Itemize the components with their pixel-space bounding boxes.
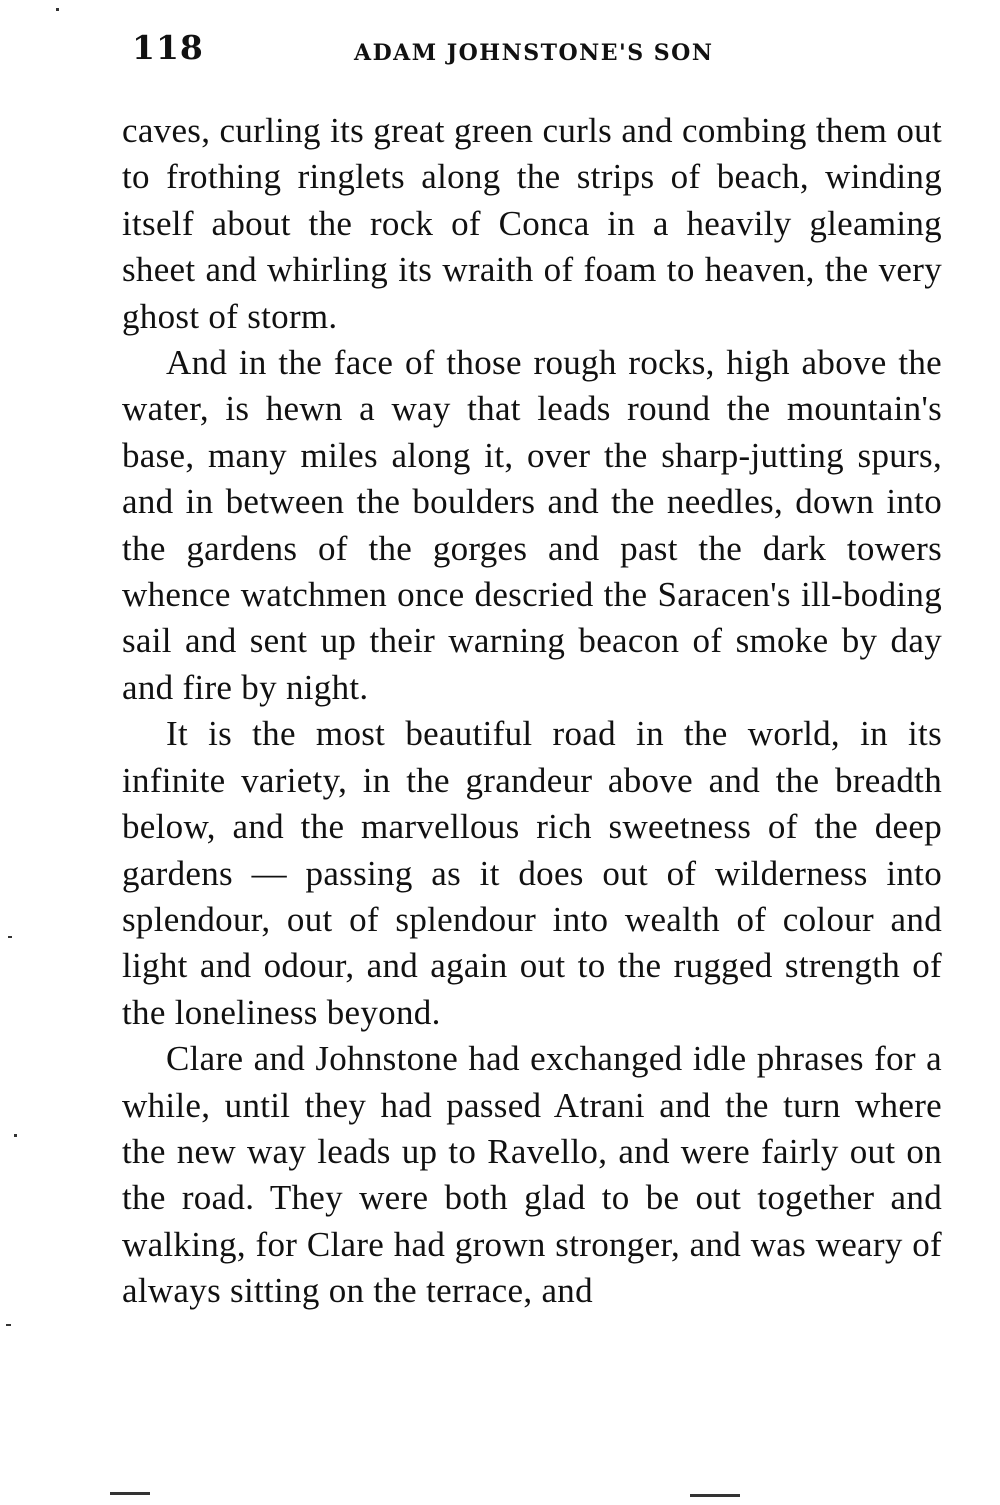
paragraph-beautiful-road: It is the most beautiful road in the world, in its infinite variety, in the grandeur above and the breadth below, and the marvellous rich sweetness of the deep gardens — passing as it does out of wilderness into splendour, out of splendour into wealth of colour and light and odour, and again out to the rugged strength of the loneliness beyond.: [122, 714, 942, 1032]
scan-speck: [8, 936, 12, 938]
body-text: [122, 108, 942, 1315]
scan-speck: [56, 8, 59, 11]
running-title: ADAM JOHNSTONE'S SON: [354, 40, 714, 66]
paragraph-road-description: And in the face of those rough rocks, high above the water, is hewn a way that leads round the mountain's base, many miles along it, over the sharp-jutting spurs, and in between the boulders and the needles, down into the gardens of the gorges and past the dark towers whence watchmen once descried the Saracen's ill-boding sail and sent up their warning beacon of smoke by day and fire by night.: [122, 343, 942, 707]
paragraph-clare-johnstone: Clare and Johnstone had exchanged idle phrases for a while, until they had passed Atrani and the turn where the new way leads up to Ravello, and were fairly out on the road. They were both glad to be out together and walking, for Clare had grown stronger, and was weary of always sitting on the terrace, and: [122, 1039, 942, 1311]
scan-speck: [14, 1134, 17, 1137]
paragraph-continuation: caves, curling its great green curls and combing them out to frothing ringlets along the strips of beach, winding itself about the rock of Conca in a heavily gleaming sheet and whirling its wraith of foam to heaven, the very ghost of storm.: [122, 111, 942, 336]
page-number: 118: [132, 28, 204, 67]
scan-speck: [110, 1492, 150, 1495]
running-head: [132, 28, 952, 72]
scan-speck: [690, 1494, 740, 1497]
scan-speck: [6, 1324, 11, 1326]
